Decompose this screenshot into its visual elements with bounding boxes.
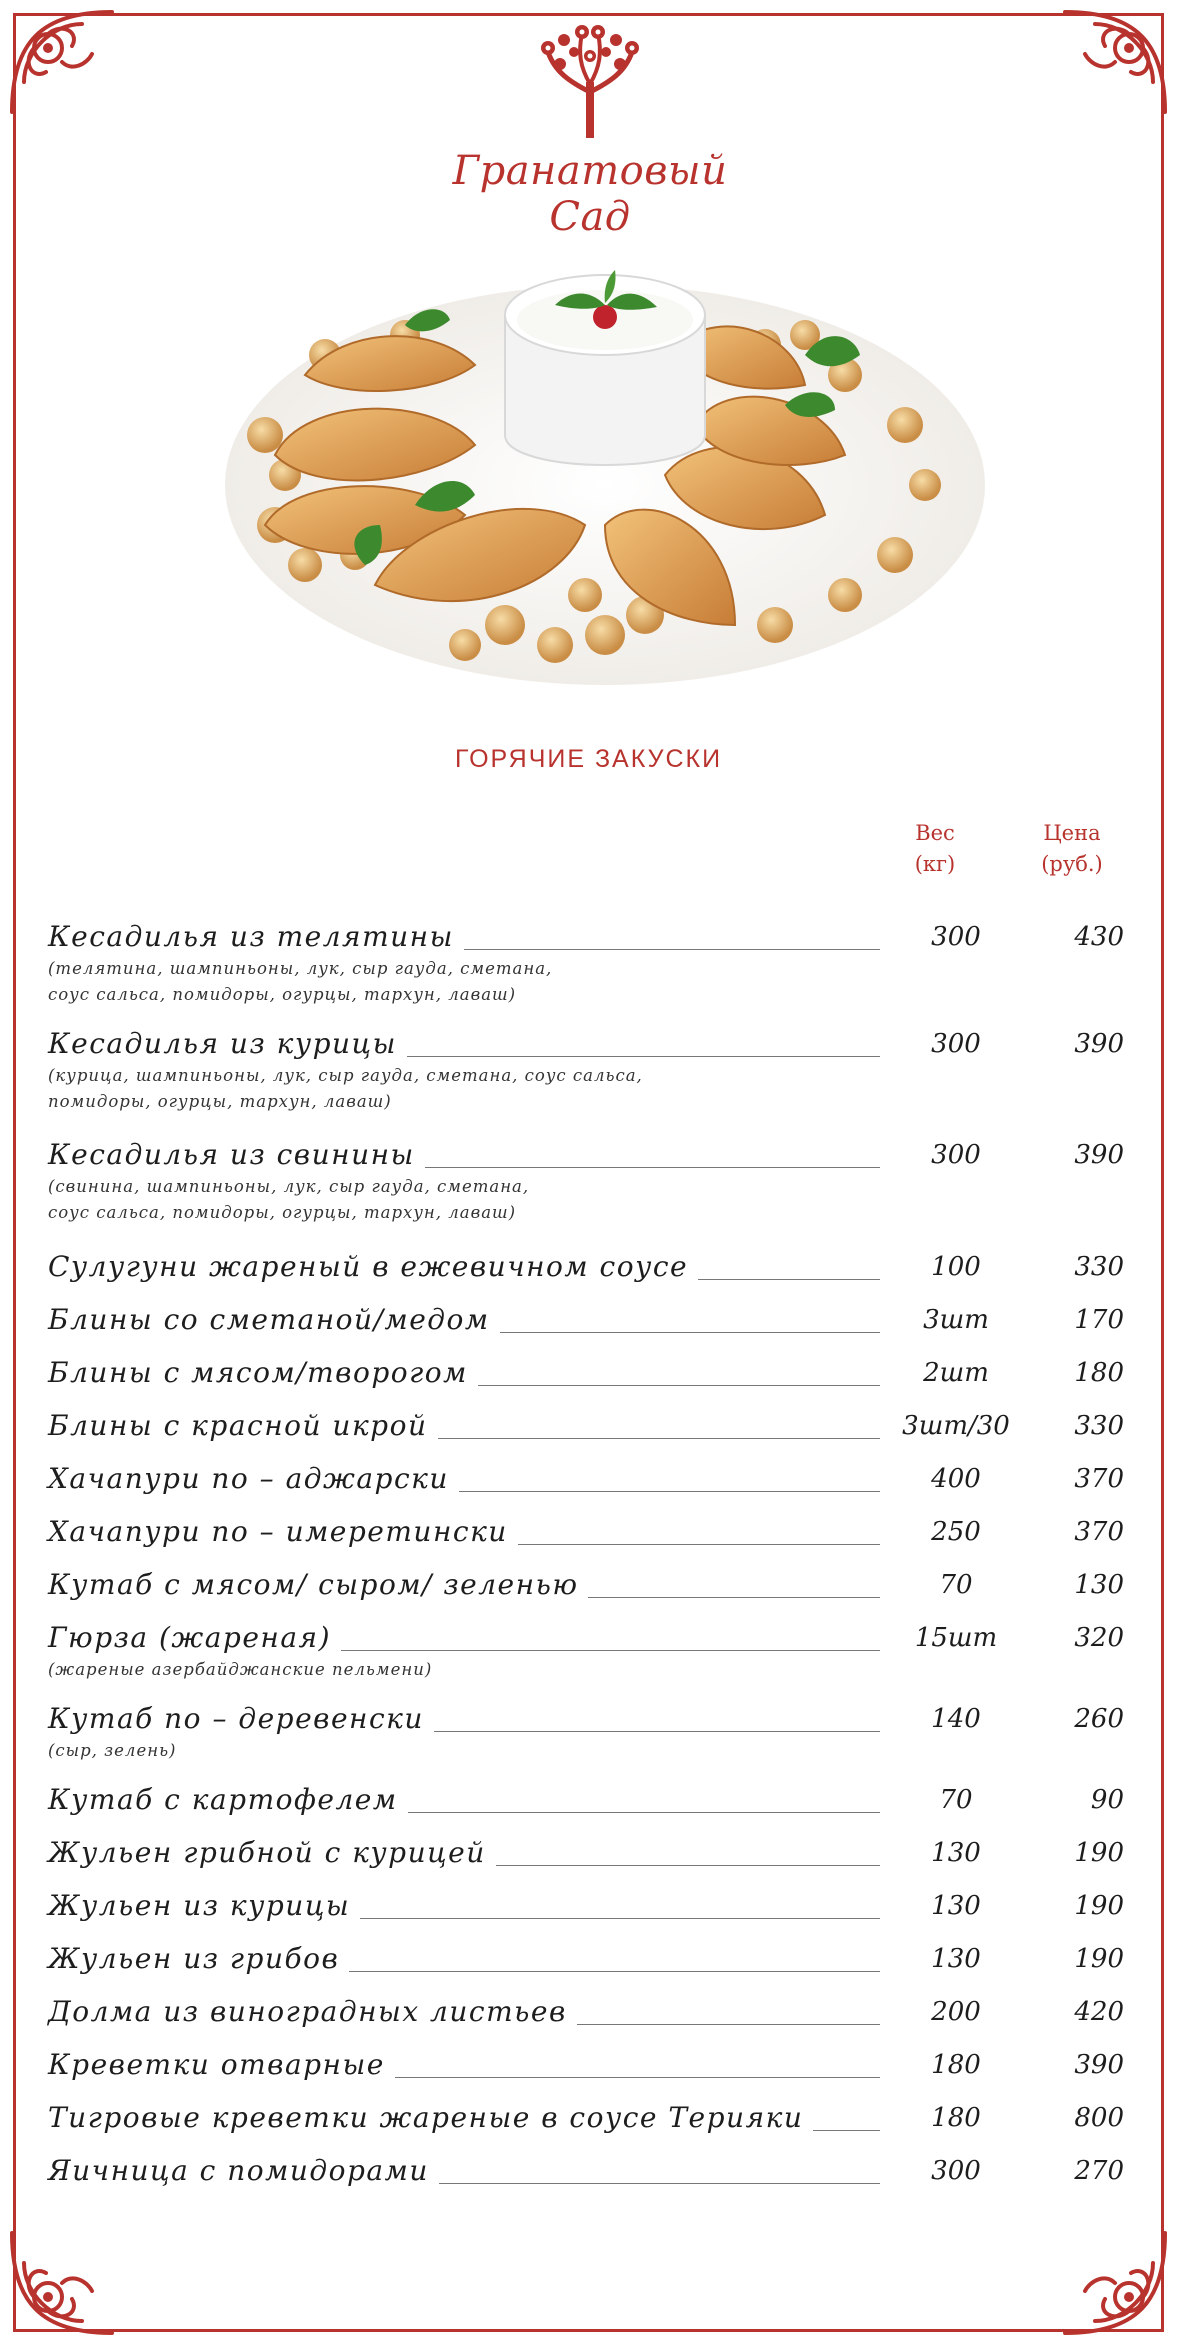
menu-item — [48, 1700, 1128, 1764]
item-weight: 3шт/30 — [902, 1411, 1010, 1441]
item-weight: 15шт — [914, 1623, 998, 1653]
item-price: 330 — [1074, 1411, 1124, 1441]
item-weight: 250 — [931, 1517, 981, 1547]
menu-item — [48, 1887, 1128, 1927]
item-name: Блины с мясом/творогом — [48, 1356, 478, 1389]
price-header-label: Цена (руб.) — [1041, 821, 1103, 876]
item-price: 270 — [1074, 2156, 1124, 2186]
item-description: (курица, шампиньоны, лук, сыр гауда, сметана, соус сальса, помидоры, огурцы, тархун, лаваш) — [48, 1066, 643, 1111]
corner-ornament-icon — [2, 2, 122, 122]
item-weight: 200 — [931, 1997, 981, 2027]
menu-item — [48, 1301, 1128, 1341]
item-price: 370 — [1074, 1517, 1124, 1547]
item-name: Долма из виноградных листьев — [48, 1995, 577, 2028]
menu-item — [48, 1407, 1128, 1447]
item-name: Хачапури по – аджарски — [48, 1462, 459, 1495]
item-name: Хачапури по – имеретински — [48, 1515, 518, 1548]
item-price: 390 — [1074, 2050, 1124, 2080]
corner-ornament-icon — [2, 2223, 122, 2343]
item-price: 330 — [1074, 1252, 1124, 1282]
item-weight: 2шт — [923, 1358, 989, 1388]
menu-item — [48, 1248, 1128, 1288]
item-name: Блины с красной икрой — [48, 1409, 438, 1442]
section-title: ГОРЯЧИЕ ЗАКУСКИ — [454, 745, 723, 773]
item-price: 170 — [1074, 1305, 1124, 1335]
menu-item — [48, 1136, 1128, 1226]
item-name: Яичница с помидорами — [48, 2154, 439, 2187]
item-price: 260 — [1074, 1704, 1124, 1734]
menu-item — [48, 2152, 1128, 2192]
item-weight: 300 — [931, 2156, 981, 2186]
menu-item — [48, 1834, 1128, 1874]
item-name: Блины со сметаной/медом — [48, 1303, 500, 1336]
item-weight: 70 — [939, 1785, 973, 1815]
item-price: 420 — [1074, 1997, 1124, 2027]
item-price: 370 — [1074, 1464, 1124, 1494]
pomegranate-tree-icon — [530, 22, 650, 142]
menu-item — [48, 1025, 1128, 1115]
item-price: 390 — [1074, 1140, 1124, 1170]
item-weight: 180 — [931, 2103, 981, 2133]
corner-ornament-icon — [1055, 2, 1175, 122]
price-column-header — [1012, 818, 1132, 880]
item-name: Кесадилья из телятины — [48, 920, 464, 953]
item-description: (сыр, зелень) — [48, 1741, 177, 1760]
menu-item — [48, 918, 1128, 1008]
item-name: Жульен из курицы — [48, 1889, 360, 1922]
item-price: 190 — [1074, 1891, 1124, 1921]
item-weight: 100 — [931, 1252, 981, 1282]
menu-item — [48, 1460, 1128, 1500]
menu-item — [48, 1993, 1128, 2033]
item-name: Кутаб с картофелем — [48, 1783, 408, 1816]
item-name: Сулугуни жареный в ежевичном соусе — [48, 1250, 698, 1283]
item-price: 800 — [1074, 2103, 1124, 2133]
menu-item — [48, 1566, 1128, 1606]
item-price: 190 — [1074, 1944, 1124, 1974]
item-weight: 130 — [931, 1944, 981, 1974]
item-description: (свинина, шампиньоны, лук, сыр гауда, сметана, соус сальса, помидоры, огурцы, тархун, лаваш) — [48, 1177, 530, 1222]
brand-name: Гранатовый Сад — [452, 148, 728, 240]
item-name: Кутаб по – деревенски — [48, 1702, 434, 1735]
item-weight: 300 — [931, 1029, 981, 1059]
item-name: Кутаб с мясом/ сыром/ зеленью — [48, 1568, 588, 1601]
item-name: Жульен из грибов — [48, 1942, 349, 1975]
brand-logo — [420, 22, 760, 240]
dumplings-with-sauce-icon — [205, 225, 1005, 695]
item-name: Жульен грибной с курицей — [48, 1836, 496, 1869]
item-name: Креветки отварные — [48, 2048, 395, 2081]
item-weight: 70 — [939, 1570, 973, 1600]
item-weight: 300 — [931, 1140, 981, 1170]
item-price: 320 — [1074, 1623, 1124, 1653]
item-weight: 130 — [931, 1891, 981, 1921]
item-price: 430 — [1074, 922, 1124, 952]
item-weight: 3шт — [923, 1305, 989, 1335]
menu-item — [48, 2046, 1128, 2086]
item-price: 190 — [1074, 1838, 1124, 1868]
weight-header-label: Вес (кг) — [914, 821, 956, 876]
menu-item — [48, 2099, 1128, 2139]
weight-column-header — [875, 818, 995, 880]
item-description: (телятина, шампиньоны, лук, сыр гауда, сметана, соус сальса, помидоры, огурцы, тархун, лаваш) — [48, 959, 553, 1004]
item-price: 90 — [1090, 1785, 1124, 1815]
menu-item — [48, 1354, 1128, 1394]
item-name: Кесадилья из курицы — [48, 1027, 407, 1060]
menu-item — [48, 1781, 1128, 1821]
corner-ornament-icon — [1055, 2223, 1175, 2343]
menu-item — [48, 1513, 1128, 1553]
item-description: (жареные азербайджанские пельмени) — [48, 1660, 433, 1679]
item-weight: 400 — [931, 1464, 981, 1494]
item-name: Тигровые креветки жареные в соусе Терияки — [48, 2101, 813, 2134]
item-name: Кесадилья из свинины — [48, 1138, 425, 1171]
item-weight: 300 — [931, 922, 981, 952]
item-weight: 140 — [931, 1704, 981, 1734]
item-price: 130 — [1074, 1570, 1124, 1600]
menu-item — [48, 1940, 1128, 1980]
item-weight: 180 — [931, 2050, 981, 2080]
menu-item — [48, 1619, 1128, 1683]
item-weight: 130 — [931, 1838, 981, 1868]
item-price: 390 — [1074, 1029, 1124, 1059]
item-price: 180 — [1074, 1358, 1124, 1388]
item-name: Гюрза (жареная) — [48, 1621, 341, 1654]
